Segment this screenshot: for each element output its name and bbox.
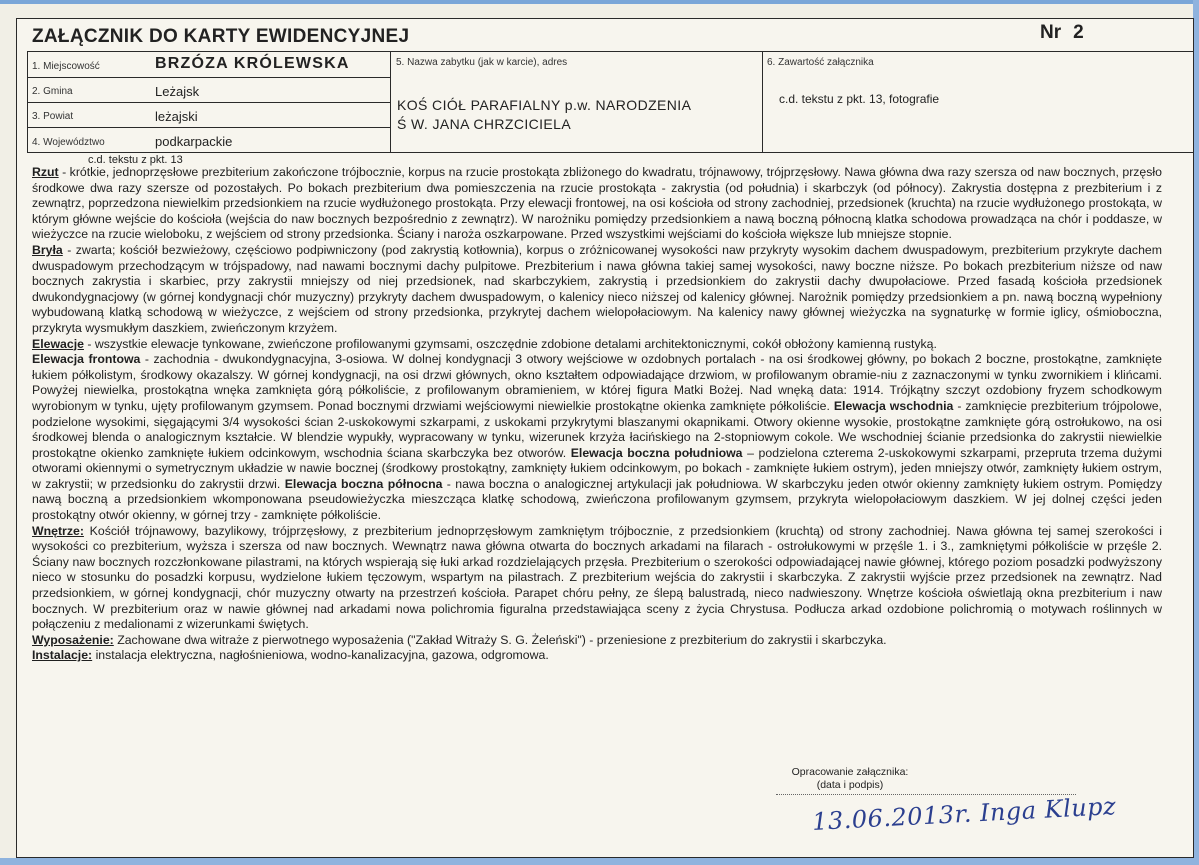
section-head: Wnętrze: (32, 523, 84, 538)
nazwa-line-1: KOŚ CIÓŁ PARAFIALNY p.w. NARODZENIA (397, 97, 692, 113)
document-number (1040, 22, 1084, 44)
scan-edge-top (0, 0, 1199, 4)
section-instalacje (32, 648, 1162, 664)
section-text: - wszystkie elewacje tynkowane, zwieńczone profilowanymi gzymsami, oszczędnie zdobione detalami architektonicznymi, cokół obłożony kamienną rustyką. (83, 336, 937, 351)
section-text: - krótkie, jednoprzęsłowe prezbiterium zakończone trójbocznie, korpus na rzucie prostokąta zbliżonego do kwadratu, trójnawowy, trójprzęsłowy. Nawa główna dwa razy szersza od naw bocznych, przęsło środkowe dwa razy szersze od pozostałych. Po bokach prezbiterium dwa pomieszczenia na rzucie prostokąta - zakrystia (od południa) i skarbczyk (od północy). Zakrystia dostępna z prezbiterium i z zewnątrz, poprzedzona niewielkim przedsionkiem na rzucie wydłużonego prostokąta. Przy elewacji frontowej, na osi kościoła od strony zachodniej, przedsionek (kruchta) na rzucie wydłużonego prostokąta, w którym główne wejście do kościoła (wejścia do naw bocznych bezpośrednio z zewnątrz). W narożniku pomiędzy przedsionkiem a nawą boczną północną klatka schodowa prowadząca na chór i poddasze, w wieżyczce na rzucie wieloboku, z wejściem od strony przedsionka. Ściany i naroża oszkarpowane. Przed wszystkimi wejściami do kościoła większe lub mniejsze stopnie. (32, 165, 1162, 242)
section-text: instalacja elektryczna, nagłośnieniowa, wodno-kanalizacyjna, gazowa, odgromowa. (92, 648, 549, 663)
powiat-value: leżajski (155, 109, 198, 124)
zawartosc-value: c.d. tekstu z pkt. 13, fotografie (779, 92, 940, 106)
gmina-label: 2. Gmina (32, 86, 73, 97)
section-elewacje-detail (32, 352, 1162, 524)
gmina-value: Leżajsk (155, 84, 200, 99)
row-divider-1 (27, 77, 390, 78)
nr-label: Nr (1040, 22, 1062, 43)
signature-line (776, 794, 1076, 795)
powiat-label: 3. Powiat (32, 111, 74, 122)
prepared-by-label (775, 766, 925, 792)
document-title: ZAŁĄCZNIK DO KARTY EWIDENCYJNEJ (32, 26, 410, 47)
section-wyposazenie (32, 633, 1162, 649)
nazwa-value (397, 96, 757, 134)
nr-value: 2 (1073, 22, 1084, 43)
section-head: Bryła (32, 242, 63, 257)
section-text: – podzielona czterema 2-uskokowymi szkarpami, przepruta trzema dużymi otworami okiennymi o symetrycznym układzie w nawie bocznej (środkowy prostokątny, zamknięty łukiem odcinkowym, po bokach - zamknięte łukiem ostrym), jeden mniejszy otwór, zamknięty łukiem ostrym, w zakrystii; w przedsionku do zakrystii drzwi. (32, 445, 1162, 491)
section-text: - zwarta; kościół bezwieżowy, częściowo podpiwniczony (pod zakrystią kotłownia), korpus o zróżnicowanej wysokości naw przykryty wysokim dachem dwuspadowym, prezbiterium przykryte dachem dwuspadowym przechodzącym w trójspadowy, nad nawami bocznymi dachy pulpitowe. Prezbiterium i nawa główna takiej samej wysokości, nawy boczne niższe. Po bokach prezbiterium niższe od naw bocznych zakrystia i skarbiec, przy zakrystii mniejszy od niej przedsionek, nad skarbczykiem, zakrystią i przedsionkiem do zakrystii dachy dwupołaciowe. Przed fasadą kościoła przedsionek dwukondygnacjowy (w górnej kondygnacji chór muzyczny) przykryty dachem dwuspadowym, o kalenicy nieco niższej od kalenicy głównej. Narożnik pomiędzy przedsionkiem a pn. nawą boczną wypełniony wybudowaną klatką schodową w wieżyczce, z wejściem od strony przedsionka, przykrytej dachem wielopołaciowym. Na kalenicy nawy głównej wieżyczka na sygnaturkę w formie iglicy, ośmioboczna, przykryta wysmukłym daszkiem, zwieńczonym krzyżem. (32, 242, 1162, 335)
section-text: Zachowane dwa witraże z pierwotnego wyposażenia ("Zakład Witraży S. G. Żeleński") - przeniesione z prezbiterium do zakrystii i skarbczyka. (113, 632, 887, 647)
nazwa-line-2: Ś W. JANA CHRZCICIELA (397, 116, 572, 132)
section-head: Rzut (32, 165, 59, 179)
row-divider-2 (27, 102, 390, 103)
miejscowosc-value: BRZÓZA KRÓLEWSKA (155, 55, 350, 72)
scan-edge-bottom (0, 858, 1199, 865)
section-text: - zamknięcie prezbiterium trójpolowe, podzielone wysokimi, sięgającymi 3/4 wysokości ścian 2-uskokowymi szkarpami, z uskokami przykrytymi blaszanymi okapnikami. Otwory okienne wysokie, prostokątne zamknięte górą ostrołukowo, na osi środkowej blenda o analogicznym kształcie. W blendzie wypukły, wypracowany w tynku, wizerunek krzyża łacińskiego na 2-stopniowym cokole. We wschodniej ścianie przedsionka do zakrystii niewielkie prostokątne okienko zamknięte łukiem odcinkowym, wschodnia ściana skarbczyka bez otworów. (32, 398, 1162, 460)
wojewodztwo-label: 4. Województwo (32, 137, 105, 148)
wojewodztwo-value: podkarpackie (155, 134, 233, 149)
table-divider-5 (390, 52, 391, 152)
section-wnetrze (32, 524, 1162, 633)
section-bryla (32, 243, 1162, 337)
prepared-sub: (data i podpis) (816, 779, 884, 791)
section-head: Elewacja boczna północna (284, 476, 443, 491)
section-text: Kościół trójnawowy, bazylikowy, trójprzęsłowy, z prezbiterium jednoprzęsłowym zamkniętym trójbocznie, z przedsionkiem (kruchtą) od strony zachodniej. Nawa główna tej samej szerokości i wysokości co prezbiterium, wyższa i szersza od naw bocznych. Wewnątrz nawa główna otwarta do bocznych arkadami na filarach - ostrołukowymi w przęśle 1. i 3., zamkniętymi półkoliście w przęśle 2. Ściany naw bocznych rozczłonkowane pilastrami, na których wspierają się łuki arkad rozdzielających przęsła. Prezbiterium o szerokości odpowiadającej nawie głównej, którego poziom posadzki podwyższony nieco w stosunku do posadzki korpusu, wydzielone łukiem tęczowym, wspartym na pilastrach. Z prezbiterium wejścia do zakrystii i skarbczyka. Z zakrystii wyjście przez przedsionek na zewnątrz. Nad przedsionkiem, w górnej kondygnacji, chór muzyczny otwarty na przestrzeń kościoła. Parapet chóru pełny, ze ślepą balustradą, nieco nadwieszony. Wnętrze kościoła oświetlają okna prezbiterium i naw bocznych. W prezbiterium oraz w nawie głównej nad arkadami nowa polichromia figuralna przedstawiająca sceny z życia Chrystusa. Podłucza arkad ozdobione polichromią o motywach roślinnych w połączeniu z medalionami z wizerunkami świętych. (32, 523, 1162, 632)
miejscowosc-label: 1. Miejscowość (32, 61, 100, 72)
row-divider-3 (27, 127, 390, 128)
section-text: - zachodnia - dwukondygnacyjna, 3-osiowa. W dolnej kondygnacji 3 otwory wejściowe w ozdobnych portalach - na osi środkowej główny, po bokach 2 boczne, prostokątne, zamknięte łukiem półkolistym, środkowy okazalszy. W górnej kondygnacji, na osi drzwi głównych, okno kształtem odpowiadające drzwiom, w profilowanym obramie-niu z zaznaczonymi w tynku zwornikiem i klińcami. Powyżej niewielka, prostokątna wnęka zamknięta górą półkoliście, z profilowanym obramieniem, w której figura Matki Bożej. Nad wnęką data: 1914. Trójkątny szczyt ozdobiony fryzem schodkowym wyrobionym w tynku, ujęty profilowanym gzymsem. Ponad bocznymi drzwiami wejściowymi niewielkie prostokątne okienka zamknięte półkoliście. (32, 352, 1162, 413)
handwritten-signature: 13.06.2013r. Inga Klupz (811, 792, 1117, 836)
table-divider-6 (762, 52, 763, 152)
section-text: - nawa boczna o analogicznej artykulacji jak południowa. W skarbczyku jeden otwór okienny zamknięty łukiem ostrym. Pomiędzy nawą boczną a przedsionkiem wkomponowana pseudowieżyczka mieszcząca klatkę schodową, zwieńczona profilowanym gzymsem, przykryta wielopołaciowym daszkiem. W jej dolnej części jeden prostokątny otwór okienny, w górnej trzy - zamknięte półkoliście. (32, 476, 1162, 523)
prepared-label: Opracowanie załącznika: (791, 766, 909, 778)
section-head: Elewacja boczna południowa (570, 445, 743, 460)
continuation-label: c.d. tekstu z pkt. 13 (88, 154, 183, 166)
section-elewacje (32, 337, 1162, 353)
description-body (32, 165, 1162, 664)
section-head: Elewacja frontowa (32, 352, 141, 367)
nazwa-label: 5. Nazwa zabytku (jak w karcie), adres (396, 57, 568, 68)
zawartosc-label: 6. Zawartość załącznika (767, 57, 874, 68)
section-head: Elewacje (32, 336, 84, 351)
header-table (27, 51, 1193, 153)
section-rzut (32, 165, 1162, 243)
section-head: Elewacja wschodnia (833, 398, 954, 413)
section-head: Instalacje: (32, 648, 93, 663)
section-head: Wyposażenie: (32, 632, 114, 647)
